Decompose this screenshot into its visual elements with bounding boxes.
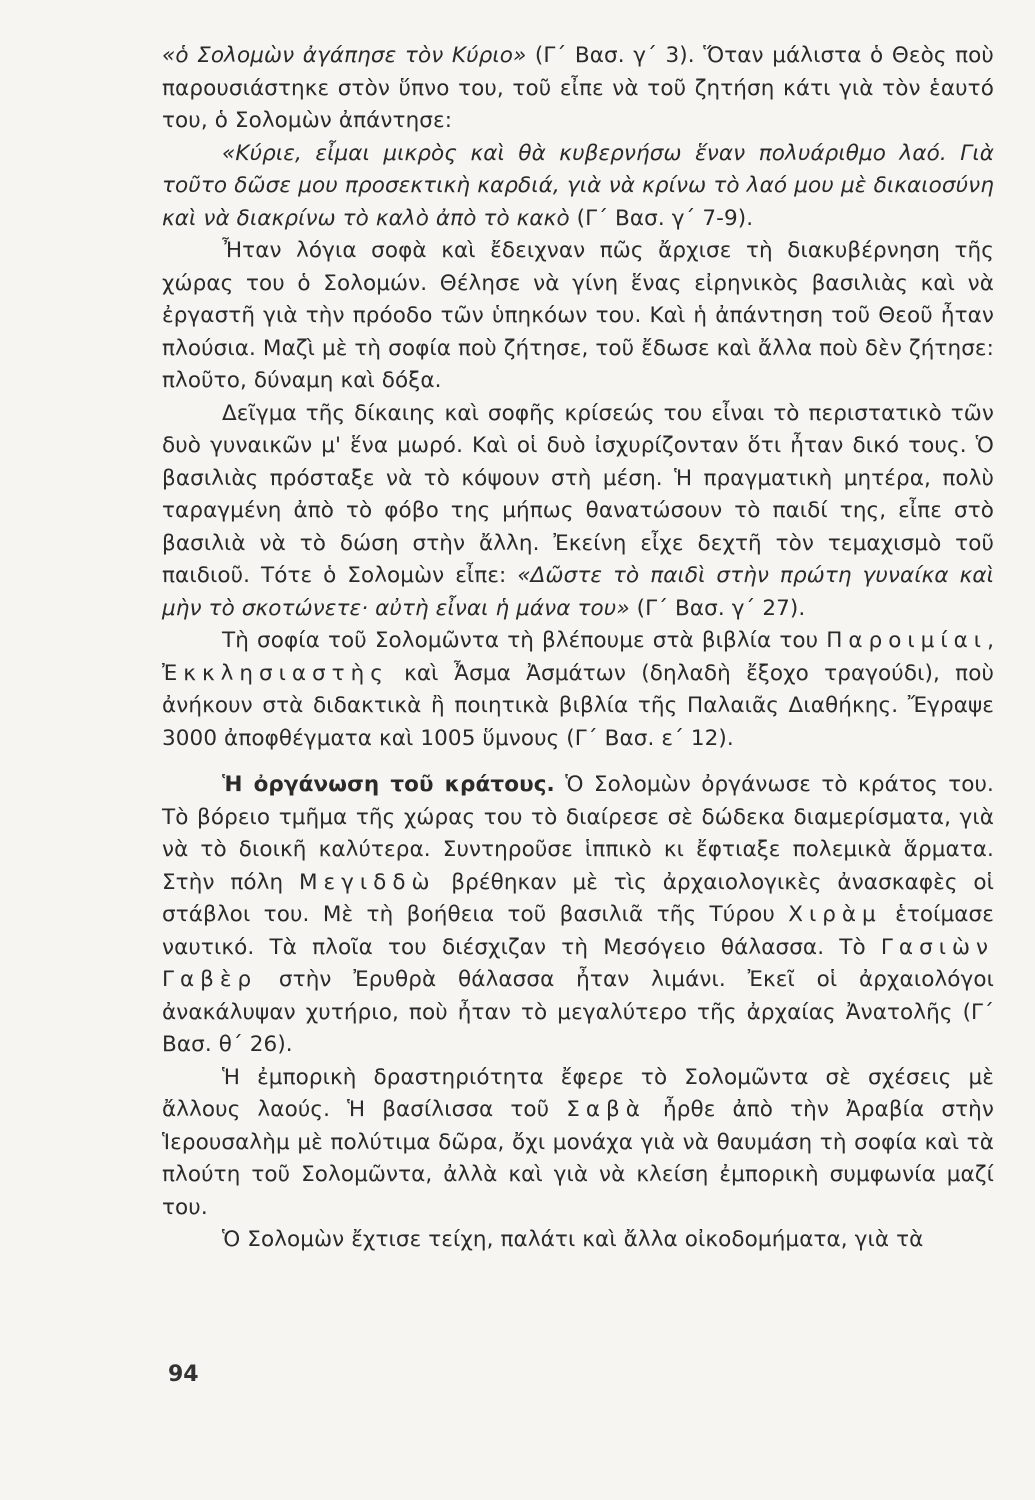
page-number: 94 — [168, 1362, 199, 1387]
section-heading: Ἡ ὀργάνωση τοῦ κράτους. — [222, 772, 555, 797]
paragraph: Δεῖγμα τῆς δίκαιης καὶ σοφῆς κρίσεώς του εἶναι τὸ περιστατικὸ τῶν δυὸ γυναικῶν μ' ἕνα μωρό. Καὶ οἱ δυὸ ἰσχυρίζονταν ὅτι ἦταν δικό τους. Ὁ βασιλιὰς πρόσταξε νὰ τὸ κόψουν στὴ μέση. Ἡ πραγματικὴ μητέρα, πολὺ ταραγμένη ἀπὸ τὸ φόβο της μήπως θανατώσουν τὸ παιδί της, εἶπε στὸ βασιλιὰ νὰ τὸ δώση στὴν ἄλλη. Ἐκείνη εἶχε δεχτῆ τὸν τεμαχισμὸ τοῦ παιδιοῦ. Τότε ὁ Σολομὼν εἶπε: «Δῶστε τὸ παιδὶ στὴν πρώτη γυναίκα καὶ μὴν τὸ σκοτώνετε· αὐτὴ εἶναι ἡ μάνα του» (Γ΄ Βασ. γ΄ 27). — [162, 400, 994, 621]
section-paragraph: Ἡ ὀργάνωση τοῦ κράτους. Ὁ Σολομὼν ὀργάνωσε τὸ κράτος του. Τὸ βόρειο τμῆμα τῆς χώρας του τὸ διαίρεσε σὲ δώδεκα διαμερίσματα, γιὰ νὰ τὸ διοικῆ καλύτερα. Συντηροῦσε ἱππικὸ κι ἔφτιαξε πολεμικὰ ἅρματα. Στὴν πόλη Μεγιδδὼ βρέθηκαν μὲ τὶς ἀρχαιολογικὲς ἀνασκαφὲς οἱ στάβλοι του. Μὲ τὴ βοήθεια τοῦ βασιλιᾶ τῆς Τύρου Χιρὰμ ἑτοίμασε ναυτικό. Τὰ πλοῖα του διέσχιζαν τὴ Μεσόγειο θάλασσα. Τὸ Γασιὼν Γαβὲρ στὴν Ἐρυθρὰ θάλασσα ἦταν λιμάνι. Ἐκεῖ οἱ ἀρχαιολόγοι ἀνακάλυψαν χυτήριο, ποὺ ἦταν τὸ μεγαλύτερο τῆς ἀρχαίας Ἀνατολῆς (Γ΄ Βασ. θ΄ 26). — [162, 772, 995, 1057]
quote-paragraph: «Κύριε, εἶμαι μικρὸς καὶ θὰ κυβερνήσω ἕναν πολυάριθμο λαό. Γιὰ τοῦτο δῶσε μου προσεκτικὴ καρδιά, γιὰ νὰ κρίνω τὸ λαό μου μὲ δικαιοσύνη καὶ νὰ διακρίνω τὸ καλὸ ἀπὸ τὸ κακὸ (Γ΄ Βασ. γ΄ 7-9). — [162, 140, 994, 231]
paragraph: Ἦταν λόγια σοφὰ καὶ ἔδειχναν πῶς ἄρχισε τὴ διακυβέρνηση τῆς χώρας του ὁ Σολομών. Θέλησε νὰ γίνη ἕνας εἰρηνικὸς βασιλιὰς καὶ νὰ ἐργαστῆ γιὰ τὴν πρόοδο τῶν ὑπηκόων του. Καὶ ἡ ἀπάντηση τοῦ Θεοῦ ἦταν πλούσια. Μαζὶ μὲ τὴ σοφία ποὺ ζήτησε, τοῦ ἔδωσε καὶ ἄλλα ποὺ δὲν ζήτησε: πλοῦτο, δύναμη καὶ δόξα. — [162, 238, 994, 393]
paragraph: «ὁ Σολομὼν ἀγάπησε τὸν Κύριο» (Γ΄ Βασ. γ΄ 3). Ὅταν μάλιστα ὁ Θεὸς ποὺ παρουσιάστηκε στὸν ὕπνο του, τοῦ εἶπε νὰ τοῦ ζητήση κάτι γιὰ τὸν ἑαυτό του, ὁ Σολομὼν ἀπάντησε: — [162, 43, 994, 133]
paragraph: Τὴ σοφία τοῦ Σολομῶντα τὴ βλέπουμε στὰ βιβλία του Παροιμίαι, Ἐκκλησιαστὴς καὶ Ἆσμα Ἀσμάτων (δηλαδὴ ἔξοχο τραγούδι), ποὺ ἀνήκουν στὰ διδακτικὰ ἢ ποιητικὰ βιβλία τῆς Παλαιᾶς Διαθήκης. Ἔγραψε 3000 ἀποφθέγματα καὶ 1005 ὕμνους (Γ΄ Βασ. ε΄ 12). — [162, 628, 994, 751]
paragraph: Ὁ Σολομὼν ἔχτισε τείχη, παλάτι καὶ ἄλλα οἰκοδομήματα, γιὰ τὰ — [222, 1227, 924, 1252]
page-body-text — [162, 40, 994, 1257]
paragraph: Ἡ ἐμπορικὴ δραστηριότητα ἔφερε τὸ Σολομῶντα σὲ σχέσεις μὲ ἄλλους λαούς. Ἡ βασίλισσα τοῦ Σαβὰ ἦρθε ἀπὸ τὴν Ἀραβία στὴν Ἱερουσαλὴμ μὲ πολύτιμα δῶρα, ὄχι μονάχα γιὰ νὰ θαυμάση τὴ σοφία καὶ τὰ πλούτη τοῦ Σολομῶντα, ἀλλὰ καὶ γιὰ νὰ κλείση ἐμπορικὴ συμφωνία μαζί του. — [162, 1064, 994, 1220]
